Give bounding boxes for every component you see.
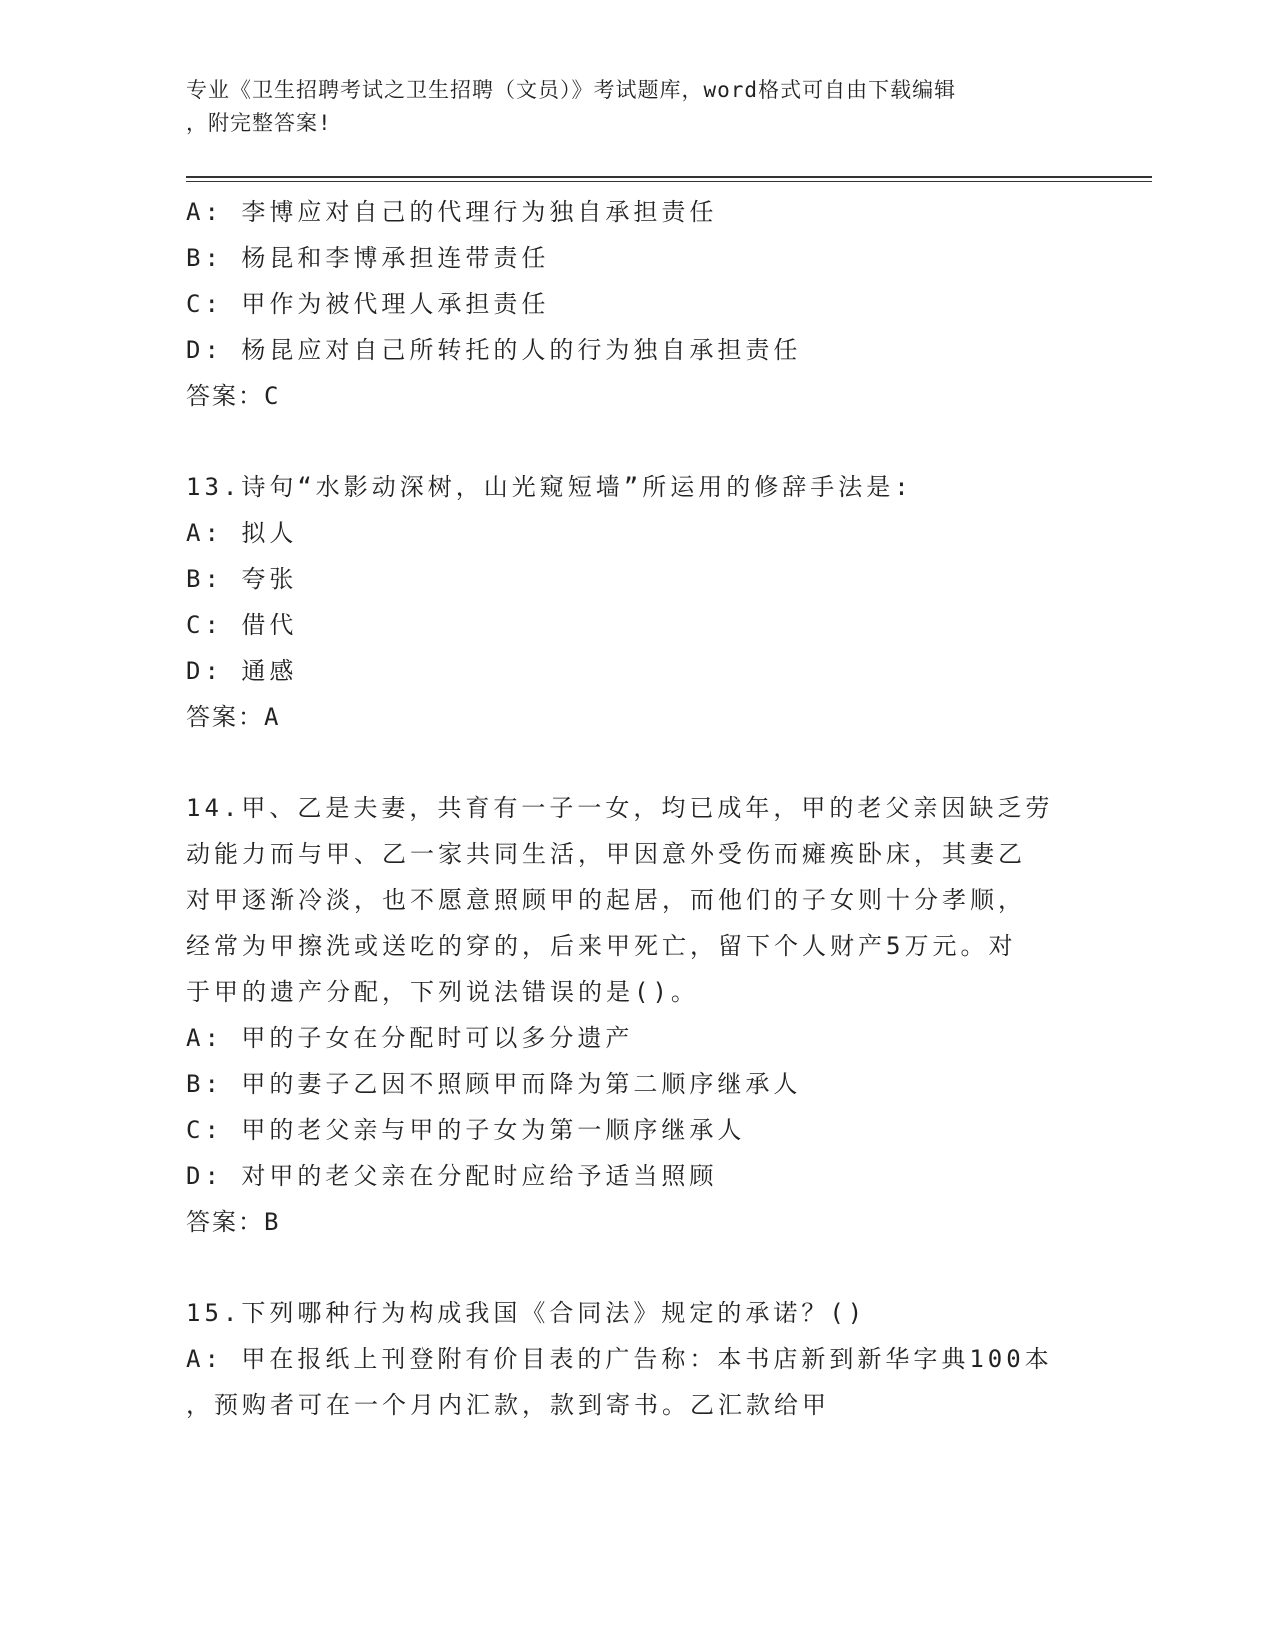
question-stem-line: 经常为甲擦洗或送吃的穿的，后来甲死亡，留下个人财产5万元。对 xyxy=(186,932,1017,960)
header-divider-thick xyxy=(186,176,1152,178)
option-c: C: 借代 xyxy=(186,611,298,639)
header-divider-thin xyxy=(186,181,1152,182)
option-a-line: A: 甲在报纸上刊登附有价目表的广告称：本书店新到新华字典100本 xyxy=(186,1345,1053,1373)
option-d: D: 杨昆应对自己所转托的人的行为独自承担责任 xyxy=(186,336,802,364)
question-stem: 15.下列哪种行为构成我国《合同法》规定的承诺？() xyxy=(186,1299,867,1327)
answer xyxy=(186,1199,1086,1245)
question-stem-line: 于甲的遗产分配，下列说法错误的是()。 xyxy=(186,978,699,1006)
option-c: C: 甲的老父亲与甲的子女为第一顺序继承人 xyxy=(186,1116,746,1144)
answer-label: 答案： xyxy=(186,1208,264,1236)
document-header xyxy=(186,74,1066,140)
question-stem: 13.诗句“水影动深树，山光窥短墙”所运用的修辞手法是: xyxy=(186,473,913,501)
question-list xyxy=(186,189,1086,1428)
question-stem-line: 动能力而与甲、乙一家共同生活，甲因意外受伤而瘫痪卧床，其妻乙 xyxy=(186,840,1026,868)
question-13 xyxy=(186,464,1086,740)
header-line-1: 专业《卫生招聘考试之卫生招聘（文员）》考试题库，word格式可自由下载编辑 xyxy=(186,78,957,102)
answer-value: A xyxy=(264,703,279,731)
option-d: D: 通感 xyxy=(186,657,298,685)
option-a: A: 李博应对自己的代理行为独自承担责任 xyxy=(186,198,718,226)
question-15 xyxy=(186,1290,1086,1428)
header-line-2: ，附完整答案! xyxy=(186,111,332,135)
option-d: D: 对甲的老父亲在分配时应给予适当照顾 xyxy=(186,1162,718,1190)
answer-value: C xyxy=(264,382,279,410)
option-c: C: 甲作为被代理人承担责任 xyxy=(186,290,550,318)
option-a: A: 甲的子女在分配时可以多分遗产 xyxy=(186,1024,634,1052)
answer-label: 答案： xyxy=(186,703,264,731)
answer-value: B xyxy=(264,1208,279,1236)
answer-label: 答案： xyxy=(186,382,264,410)
option-a-line: ，预购者可在一个月内汇款，款到寄书。乙汇款给甲 xyxy=(186,1391,830,1419)
question-12 xyxy=(186,189,1086,419)
question-14 xyxy=(186,785,1086,1245)
option-b: B: 夸张 xyxy=(186,565,298,593)
option-b: B: 甲的妻子乙因不照顾甲而降为第二顺序继承人 xyxy=(186,1070,802,1098)
question-stem-line: 14.甲、乙是夫妻，共育有一子一女，均已成年，甲的老父亲因缺乏劳 xyxy=(186,794,1054,822)
option-a: A: 拟人 xyxy=(186,519,298,547)
answer xyxy=(186,694,1086,740)
question-stem-line: 对甲逐渐冷淡，也不愿意照顾甲的起居，而他们的子女则十分孝顺， xyxy=(186,886,1026,914)
answer xyxy=(186,373,1086,419)
option-b: B: 杨昆和李博承担连带责任 xyxy=(186,244,550,272)
